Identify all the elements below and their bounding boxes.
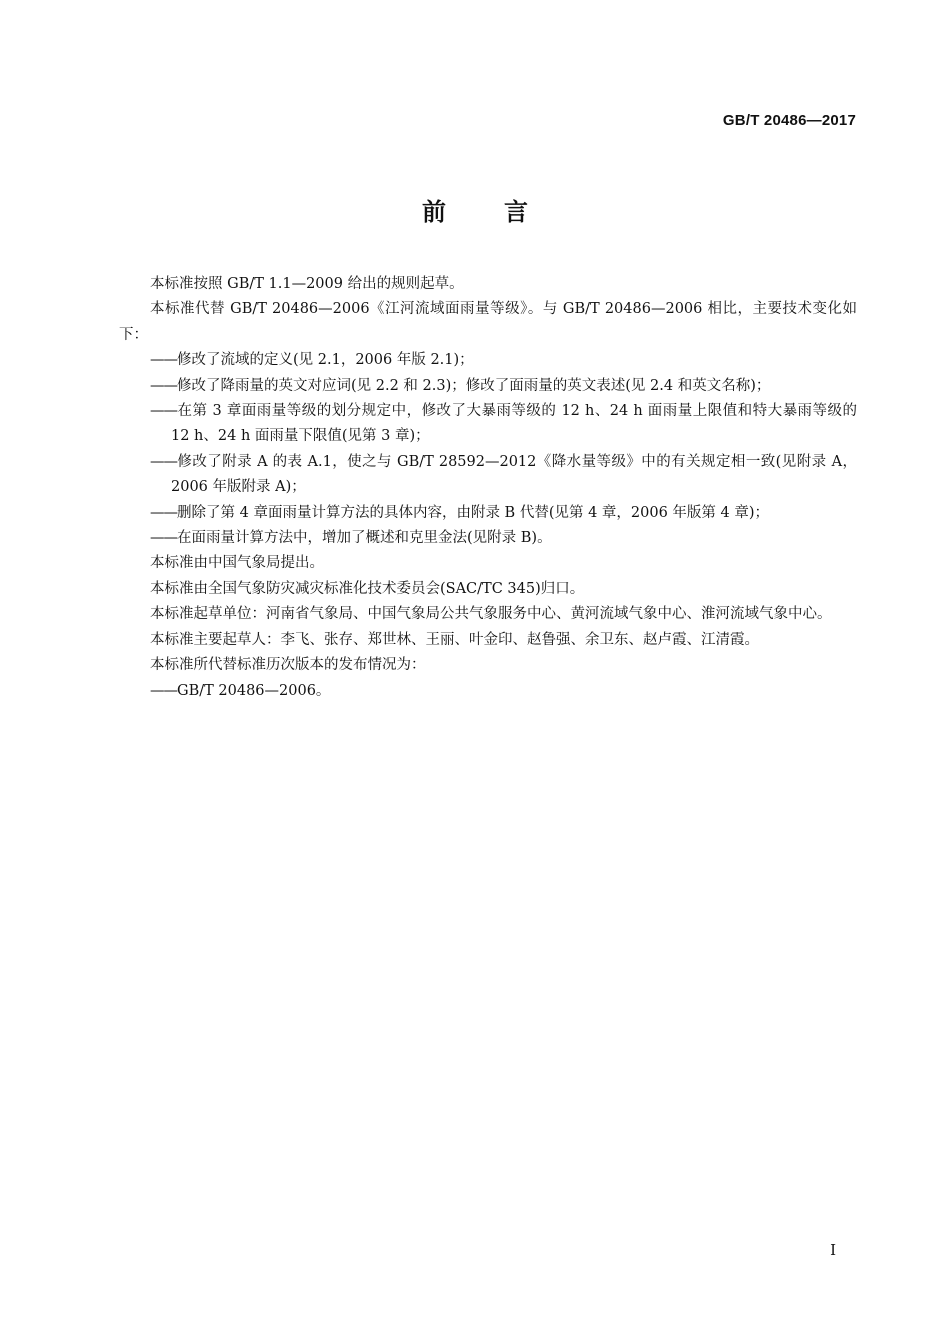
change-text: 修改了降雨量的英文对应词(见 2.2 和 2.3)；修改了面雨量的英文表述(见 2.4 和英文名称)； bbox=[177, 377, 771, 394]
paragraph-technical-committee: 本标准由全国气象防灾减灾标准化技术委员会(SAC/TC 345)归口。 bbox=[150, 580, 585, 597]
change-item bbox=[119, 374, 857, 399]
change-item bbox=[119, 450, 857, 501]
change-item bbox=[119, 348, 857, 373]
history-item bbox=[119, 679, 857, 704]
change-text: 删除了第 4 章面雨量计算方法的具体内容，由附录 B 代替(见第 4 章，2006 年版第 4 章)； bbox=[177, 504, 770, 521]
page-title: 前言 bbox=[422, 198, 586, 226]
change-text: 修改了附录 A 的表 A.1，使之与 GB/T 28592—2012《降水量等级》中的有关规定相一致(见附录 A，2006 年版附录 A)； bbox=[171, 453, 857, 496]
paragraph-drafting-units: 本标准起草单位：河南省气象局、中国气象局公共气象服务中心、黄河流域气象中心、淮河流域气象中心。 bbox=[150, 606, 832, 623]
change-text: 在第 3 章面雨量等级的划分规定中，修改了大暴雨等级的 12 h、24 h 面雨量上限值和特大暴雨等级的 12 h、24 h 面雨量下限值(见第 3 章)； bbox=[171, 403, 857, 445]
paragraph-drafters: 本标准主要起草人：李飞、张存、郑世林、王丽、叶金印、赵鲁强、余卫东、赵卢霞、江清霞。 bbox=[150, 631, 759, 648]
change-item bbox=[119, 399, 857, 450]
dash: —— bbox=[150, 453, 177, 470]
page-number: I bbox=[830, 1241, 836, 1259]
change-item bbox=[119, 501, 857, 526]
dash: —— bbox=[150, 352, 177, 369]
paragraph-drafting-rules: 本标准按照 GB/T 1.1—2009 给出的规则起草。 bbox=[150, 276, 464, 292]
paragraph-history-intro: 本标准所代替标准历次版本的发布情况为： bbox=[150, 657, 426, 674]
change-item bbox=[119, 526, 857, 551]
dash: —— bbox=[150, 403, 177, 420]
dash: —— bbox=[150, 504, 177, 521]
paragraph-proposed-by: 本标准由中国气象局提出。 bbox=[150, 555, 324, 572]
standard-code: GB/T 20486—2017 bbox=[722, 112, 856, 129]
dash: —— bbox=[150, 530, 177, 547]
change-text: 在面雨量计算方法中，增加了概述和克里金法(见附录 B)。 bbox=[177, 530, 552, 547]
history-text: GB/T 20486—2006。 bbox=[177, 682, 331, 699]
change-text: 修改了流域的定义(见 2.1，2006 年版 2.1)； bbox=[177, 352, 474, 369]
foreword-body bbox=[119, 272, 857, 704]
dash: —— bbox=[150, 682, 177, 699]
paragraph-replacement: 本标准代替 GB/T 20486—2006《江河流域面雨量等级》。与 GB/T 20486—2006 相比，主要技术变化如下： bbox=[119, 301, 857, 343]
dash: —— bbox=[150, 377, 177, 394]
